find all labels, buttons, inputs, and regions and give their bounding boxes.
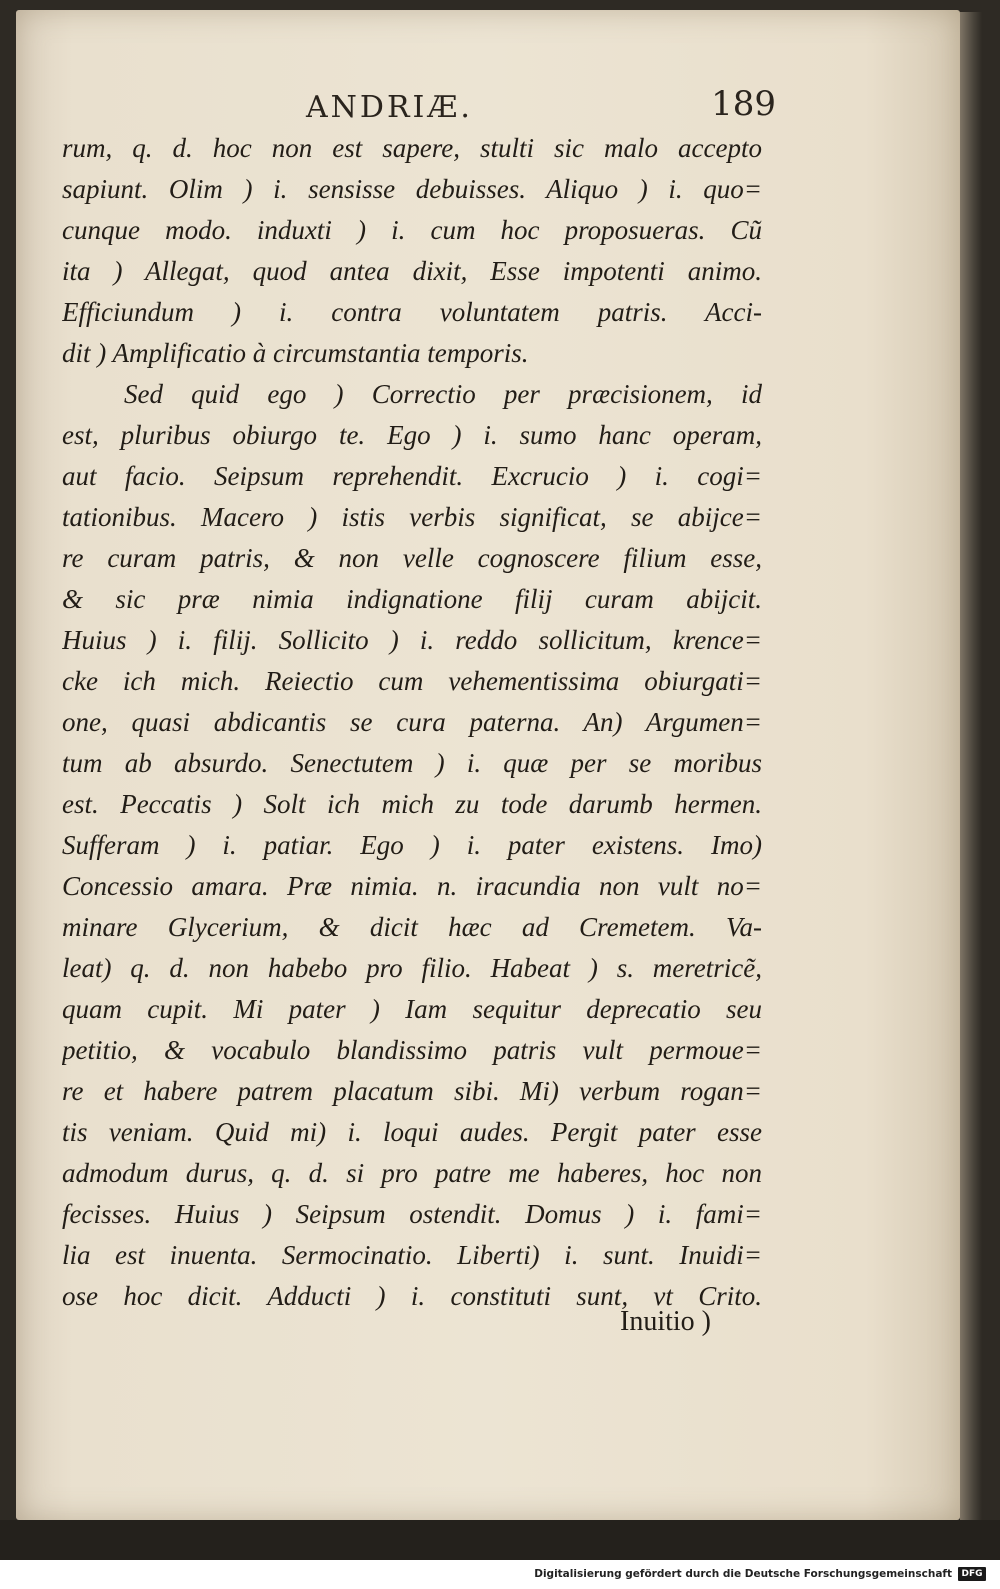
text-line: Sed quid ego ) Correctio per præcisionem, id <box>124 379 762 409</box>
text-line: est, pluribus obiurgo te. Ego ) i. sumo hanc operam, <box>62 420 762 450</box>
text-line: Sufferam ) i. patiar. Ego ) i. pater existens. Imo) <box>62 830 762 860</box>
text-line: aut facio. Seipsum reprehendit. Excrucio ) i. cogi= <box>62 461 762 491</box>
text-line: cunque modo. induxti ) i. cum hoc proposueras. Cũ <box>62 215 762 245</box>
page-number: 189 <box>711 84 776 124</box>
digitization-footer <box>0 1560 1000 1589</box>
text-line: admodum durus, q. d. si pro patre me haberes, hoc non <box>62 1158 762 1188</box>
text-line: re curam patris, & non velle cognoscere filium esse, <box>62 543 762 573</box>
text-line: Efficiundum ) i. contra voluntatem patris. Acci- <box>62 297 762 327</box>
text-line: quam cupit. Mi pater ) Iam sequitur deprecatio seu <box>62 994 762 1024</box>
text-line: & sic præ nimia indignatione filij curam abijcit. <box>62 584 762 614</box>
text-line: tis veniam. Quid mi) i. loqui audes. Pergit pater esse <box>62 1117 762 1147</box>
text-line: lia est inuenta. Sermocinatio. Liberti) i. sunt. Inuidi= <box>62 1240 762 1270</box>
text-line: re et habere patrem placatum sibi. Mi) verbum rogan= <box>62 1076 762 1106</box>
text-line: dit ) Amplificatio à circumstantia temporis. <box>62 338 529 368</box>
text-line: ita ) Allegat, quod antea dixit, Esse impotenti animo. <box>62 256 762 286</box>
text-line: one, quasi abdicantis se cura paterna. An) Argumen= <box>62 707 762 737</box>
page-header <box>306 84 776 132</box>
dfg-logo: DFG <box>958 1567 986 1581</box>
text-line: cke ich mich. Reiectio cum vehementissima obiurgati= <box>62 666 762 696</box>
text-line: sapiunt. Olim ) i. sensisse debuisses. Aliquo ) i. quo= <box>62 174 762 204</box>
running-head: ANDRIÆ. <box>306 90 473 125</box>
text-line: est. Peccatis ) Solt ich mich zu tode darumb hermen. <box>62 789 762 819</box>
text-line: leat) q. d. non habebo pro filio. Habeat ) s. meretricẽ, <box>62 953 762 983</box>
page-edge <box>960 12 982 1520</box>
funding-credit: Digitalisierung gefördert durch die Deutsche Forschungsgemeinschaft <box>534 1568 952 1580</box>
scan-bottom-edge <box>0 1520 1000 1560</box>
text-line: tationibus. Macero ) istis verbis significat, se abijce= <box>62 502 762 532</box>
text-line: Concessio amara. Præ nimia. n. iracundia non vult no= <box>62 871 762 901</box>
text-line: minare Glycerium, & dicit hæc ad Cremetem. Va- <box>62 912 762 942</box>
text-line: ose hoc dicit. Adducti ) i. constituti sunt, vt Crito. <box>62 1281 762 1311</box>
text-line: rum, q. d. hoc non est sapere, stulti sic malo accepto <box>62 133 762 163</box>
body-text <box>62 128 762 1317</box>
text-line: tum ab absurdo. Senectutem ) i. quæ per se moribus <box>62 748 762 778</box>
text-line: petitio, & vocabulo blandissimo patris vult permoue= <box>62 1035 762 1065</box>
text-line: fecisses. Huius ) Seipsum ostendit. Domus ) i. fami= <box>62 1199 762 1229</box>
text-line: Huius ) i. filij. Sollicito ) i. reddo sollicitum, krence= <box>62 625 762 655</box>
catchword: Inuitio ) <box>620 1306 711 1337</box>
